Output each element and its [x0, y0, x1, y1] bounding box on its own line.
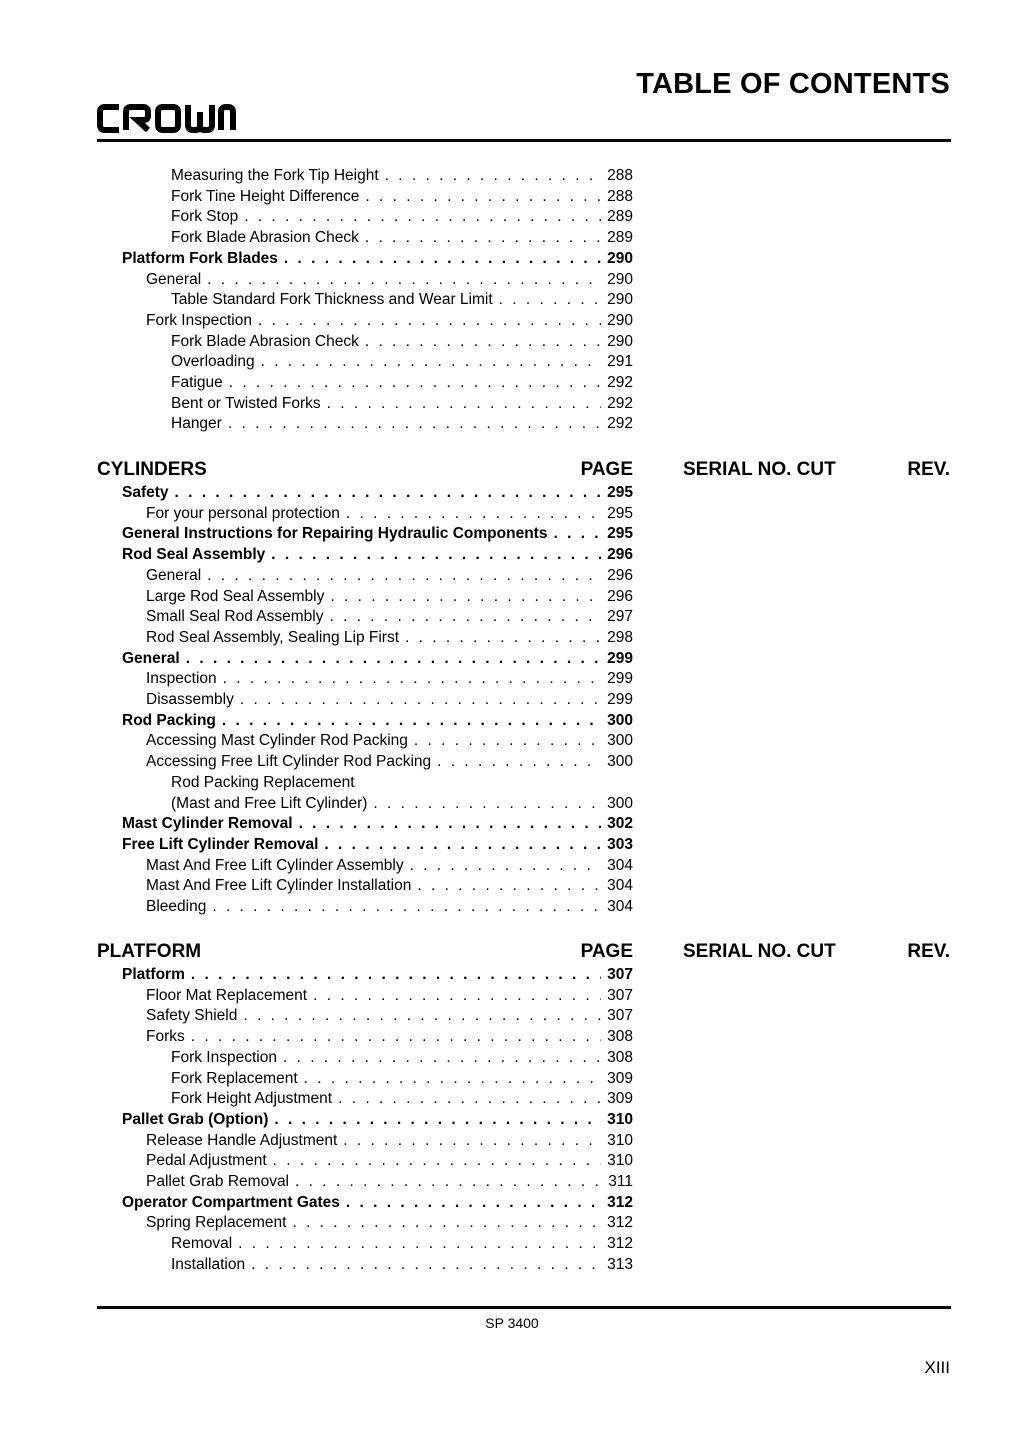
page-column-header: PAGE: [580, 459, 633, 480]
toc-entry: [171, 207, 633, 227]
entry-page: 308: [607, 1048, 633, 1066]
entry-page: 297: [607, 608, 633, 626]
entry-page: 312: [607, 1214, 633, 1232]
dot-leader: [437, 752, 601, 772]
entry-title: Removal: [171, 1235, 233, 1253]
rev-column-header: REV.: [907, 459, 950, 480]
entry-title: General: [122, 649, 180, 667]
toc-entry: [122, 249, 633, 269]
toc-entry: [171, 332, 633, 352]
dot-leader: [212, 897, 601, 917]
dot-leader: [261, 352, 602, 372]
toc-entry: [171, 290, 633, 310]
entry-page: 292: [607, 374, 633, 391]
dot-leader: [327, 394, 602, 414]
dot-leader: [191, 965, 601, 985]
toc-entry: [146, 504, 633, 524]
entry-title: Spring Replacement: [146, 1214, 287, 1232]
toc-entry: [171, 373, 633, 393]
dot-leader: [405, 628, 601, 648]
toc-entry: [171, 187, 633, 207]
dot-leader: [238, 1234, 601, 1254]
entry-title: Disassembly: [146, 691, 234, 708]
dot-leader: [343, 1131, 601, 1151]
entry-page: 292: [607, 394, 633, 412]
entry-page: 311: [608, 1173, 633, 1190]
entry-page: 290: [607, 332, 633, 350]
entry-page: 307: [607, 966, 633, 983]
entry-page: 296: [607, 546, 633, 564]
dot-leader: [346, 504, 601, 524]
toc-entry: [122, 835, 633, 855]
entry-title: General: [146, 566, 202, 584]
dot-leader: [410, 856, 602, 876]
toc-entry: [122, 1110, 633, 1130]
entry-title: Fork Blade Abrasion Check: [171, 229, 359, 247]
toc-entry: [146, 856, 633, 876]
toc-entry: [171, 1069, 633, 1089]
footer-rule: [97, 1306, 951, 1309]
toc-entry: [122, 545, 633, 565]
dot-leader: [229, 373, 601, 393]
entry-title: Installation: [171, 1255, 246, 1273]
dot-leader: [365, 228, 601, 248]
toc-entry: [171, 228, 633, 248]
dot-leader: [223, 669, 601, 689]
dot-leader: [365, 187, 601, 207]
dot-leader: [191, 1027, 601, 1047]
document-code: SP 3400: [485, 1315, 539, 1331]
dot-leader: [207, 270, 601, 290]
dot-leader: [313, 986, 601, 1006]
page-title: TABLE OF CONTENTS: [636, 68, 950, 100]
entry-title: Pedal Adjustment: [146, 1152, 267, 1170]
dot-leader: [283, 1048, 601, 1068]
entry-page: 296: [607, 587, 633, 605]
entry-page: 295: [607, 525, 633, 543]
toc-entry: [171, 1089, 633, 1109]
entry-title: Platform Fork Blades: [122, 249, 278, 267]
toc-entry: [171, 166, 633, 186]
entry-page: 300: [607, 732, 633, 750]
toc-entry: [146, 566, 633, 586]
entry-page: 300: [607, 794, 633, 812]
dot-leader: [365, 332, 601, 352]
entry-page: 300: [607, 711, 633, 729]
rev-column-header: REV.: [907, 941, 950, 962]
entry-title: Fatigue: [171, 374, 223, 391]
entry-page: 302: [607, 815, 633, 833]
dot-leader: [228, 414, 601, 434]
entry-title: Table Standard Fork Thickness and Wear Limit: [171, 291, 493, 309]
toc-entry: [146, 1151, 633, 1171]
entry-title: General Instructions for Repairing Hydraulic Components: [122, 525, 548, 543]
entry-title: For your personal protection: [146, 504, 340, 522]
dot-leader: [417, 876, 601, 896]
entry-page: 295: [607, 504, 633, 522]
toc-entry: [171, 1234, 633, 1254]
entry-title: Accessing Free Lift Cylinder Rod Packing: [146, 753, 432, 771]
entry-page: 312: [607, 1193, 633, 1211]
dot-leader: [271, 545, 601, 565]
toc-entry: [146, 1006, 633, 1026]
toc-entry: [146, 690, 633, 710]
dot-leader: [274, 1110, 601, 1130]
dot-leader: [373, 794, 601, 814]
entry-title: Overloading: [171, 353, 255, 371]
entry-page: 290: [607, 249, 633, 267]
toc-entry: [146, 607, 633, 627]
entry-page: 299: [607, 691, 633, 708]
page-column-header: PAGE: [580, 941, 633, 962]
entry-title: Fork Blade Abrasion Check: [171, 332, 359, 350]
entry-page: 292: [607, 415, 633, 433]
dot-leader: [346, 1193, 601, 1213]
dot-leader: [284, 249, 601, 269]
entry-page: 309: [607, 1069, 633, 1087]
toc-entry: [146, 876, 633, 896]
toc-entry: [146, 270, 633, 290]
entry-title: Bent or Twisted Forks: [171, 394, 321, 412]
toc-entry: [122, 1193, 633, 1213]
entry-title: Fork Height Adjustment: [171, 1090, 333, 1108]
toc-entry: [171, 394, 633, 414]
toc-entry: [146, 1172, 633, 1192]
dot-leader: [292, 1213, 601, 1233]
toc-entry: [146, 311, 633, 331]
entry-page: 289: [607, 208, 633, 226]
entry-page: 299: [607, 670, 633, 688]
entry-title: Mast Cylinder Removal: [122, 815, 293, 833]
entry-page: 288: [607, 167, 633, 184]
toc-entry: [146, 669, 633, 689]
dot-leader: [385, 166, 602, 186]
entry-title: Forks: [146, 1028, 185, 1046]
entry-title: Free Lift Cylinder Removal: [122, 835, 319, 853]
entry-page: 299: [607, 649, 633, 667]
entry-page: 310: [607, 1110, 633, 1128]
toc-entry: [146, 1027, 633, 1047]
entry-page: 303: [607, 835, 633, 853]
toc-entry: [146, 986, 633, 1006]
dot-leader: [295, 1172, 602, 1192]
entry-title: Fork Tine Height Difference: [171, 187, 360, 205]
toc-entry: Rod Packing Replacement: [171, 773, 355, 791]
dot-leader: [222, 711, 601, 731]
entry-page: 298: [607, 628, 633, 646]
entry-title: (Mast and Free Lift Cylinder): [171, 794, 368, 812]
entry-title: Fork Stop: [171, 208, 239, 226]
dot-leader: [240, 690, 601, 710]
entry-title: Measuring the Fork Tip Height: [171, 167, 379, 184]
dot-leader: [304, 1069, 601, 1089]
entry-title: Rod Seal Assembly, Sealing Lip First: [146, 628, 399, 646]
toc-entry: [171, 414, 633, 434]
serial-column-header: SERIAL NO. CUT: [683, 941, 836, 962]
toc-entry: [146, 628, 633, 648]
toc-entry: [171, 1255, 633, 1275]
entry-title: Operator Compartment Gates: [122, 1193, 340, 1211]
toc-entry: [122, 814, 633, 834]
entry-page: 307: [607, 986, 633, 1004]
dot-leader: [499, 290, 601, 310]
toc-entry: [122, 649, 633, 669]
toc-entry: [146, 731, 633, 751]
toc-entry: [146, 897, 633, 917]
entry-page: 304: [607, 877, 633, 895]
entry-title: Hanger: [171, 415, 222, 433]
entry-page: 312: [607, 1235, 633, 1253]
entry-page: 304: [607, 898, 633, 915]
entry-title: Platform: [122, 966, 185, 983]
entry-title: Fork Inspection: [146, 311, 252, 329]
entry-title: Mast And Free Lift Cylinder Assembly: [146, 856, 404, 874]
entry-page: 289: [607, 229, 633, 247]
dot-leader: [324, 835, 601, 855]
toc-entry: [122, 524, 633, 544]
dot-leader: [244, 207, 601, 227]
entry-title: Small Seal Rod Assembly: [146, 608, 324, 626]
entry-title: Pallet Grab Removal: [146, 1173, 290, 1190]
entry-page: 290: [607, 270, 633, 288]
serial-column-header: SERIAL NO. CUT: [683, 459, 836, 480]
entry-page: 313: [607, 1255, 633, 1273]
toc-entry: [122, 711, 633, 731]
entry-page: 304: [607, 856, 633, 874]
entry-page: 290: [607, 291, 633, 309]
toc-entry: [122, 483, 633, 503]
entry-title: Bleeding: [146, 898, 207, 915]
entry-title: Release Handle Adjustment: [146, 1131, 338, 1149]
entry-page: 310: [607, 1152, 633, 1170]
entry-title: Large Rod Seal Assembly: [146, 587, 325, 605]
toc-entry: [171, 794, 633, 814]
dot-leader: [330, 587, 601, 607]
dot-leader: [329, 607, 601, 627]
dot-leader: [251, 1255, 601, 1275]
entry-page: 300: [607, 753, 633, 771]
toc-entry: [146, 1131, 633, 1151]
section-title: CYLINDERS: [97, 459, 207, 480]
entry-title: Floor Mat Replacement: [146, 986, 308, 1004]
entry-page: 288: [607, 187, 633, 205]
toc-entry: [122, 965, 633, 985]
dot-leader: [414, 731, 601, 751]
dot-leader: [299, 814, 602, 834]
page-number: XIII: [924, 1358, 950, 1377]
dot-leader: [273, 1151, 601, 1171]
dot-leader: [553, 524, 601, 544]
entry-title: Inspection: [146, 670, 217, 688]
dot-leader: [207, 566, 601, 586]
entry-title: Safety: [122, 484, 169, 501]
toc-entry: [146, 587, 633, 607]
dot-leader: [175, 483, 602, 503]
toc-entry: [171, 1048, 633, 1068]
toc-entry: [146, 1213, 633, 1233]
dot-leader: [338, 1089, 601, 1109]
entry-page: 295: [607, 484, 633, 501]
entry-title: Mast And Free Lift Cylinder Installation: [146, 877, 412, 895]
entry-page: 308: [607, 1028, 633, 1046]
entry-page: 307: [607, 1007, 633, 1025]
section-title: PLATFORM: [97, 941, 202, 962]
entry-title: Safety Shield: [146, 1007, 238, 1025]
entry-title: Fork Inspection: [171, 1048, 277, 1066]
toc-entry: [171, 352, 633, 372]
entry-title: Rod Packing: [122, 711, 216, 729]
dot-leader: [186, 649, 601, 669]
entry-page: 291: [607, 353, 633, 371]
entry-title: Fork Replacement: [171, 1069, 298, 1087]
dot-leader: [243, 1006, 601, 1026]
entry-page: 296: [607, 566, 633, 584]
entry-page: 310: [607, 1131, 633, 1149]
entry-title: Pallet Grab (Option): [122, 1110, 269, 1128]
entry-title: Rod Seal Assembly: [122, 546, 266, 564]
entry-title: General: [146, 270, 202, 288]
entry-page: 309: [607, 1090, 633, 1108]
dot-leader: [258, 311, 601, 331]
entry-title: Accessing Mast Cylinder Rod Packing: [146, 732, 408, 750]
toc-entry: [146, 752, 633, 772]
entry-page: 290: [607, 311, 633, 329]
